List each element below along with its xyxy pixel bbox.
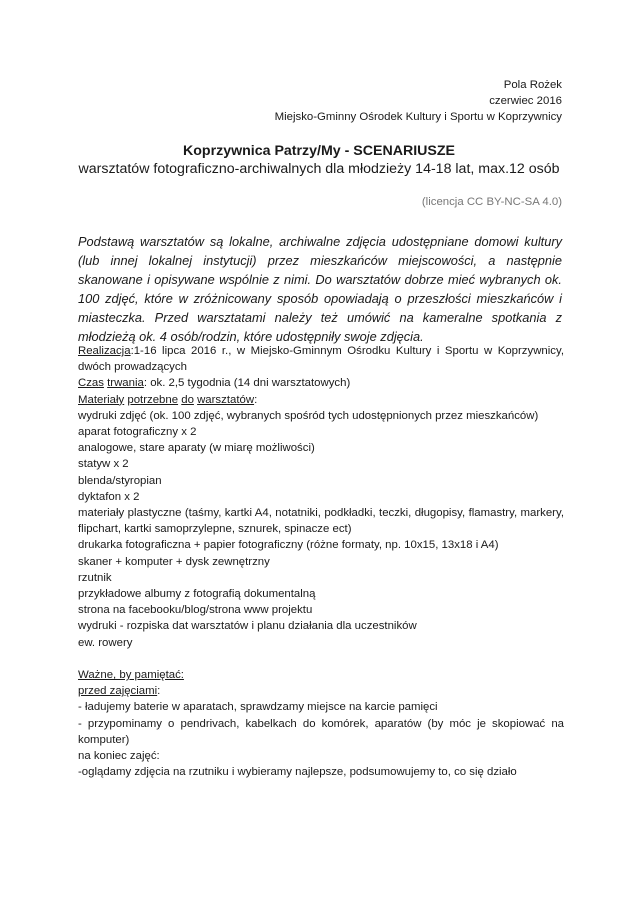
license-note: (licencja CC BY-NC-SA 4.0) (421, 196, 562, 208)
materials-item: ew. rowery (78, 636, 133, 649)
materials-item: wydruki - rozpiska dat warsztatów i planu działania dla uczestników (78, 620, 417, 633)
czas-label-1: Czas (78, 377, 104, 390)
institution-name: Miejsko-Gminny Ośrodek Kultury i Sportu w Koprzywnicy (274, 111, 562, 124)
realizacja-paragraph (78, 343, 564, 375)
materials-item: aparat fotograficzny x 2 (78, 426, 197, 439)
materials-item: skaner + komputer + dysk zewnętrzny (78, 555, 270, 568)
before-item: - przypominamy o pendrivach, kabelkach do komórek, aparatów (by móc je skopiować na komputer) (78, 717, 564, 746)
author-name: Pola Rożek (503, 79, 562, 91)
document-subtitle: warsztatów fotograficzno-archiwalnych dla młodzieży 14-18 lat, max.12 osób (78, 161, 560, 177)
materials-item: analogowe, stare aparaty (w miarę możliwości) (78, 442, 315, 455)
materials-item: dyktafon x 2 (78, 490, 140, 503)
materialy-label-2: potrzebne (127, 393, 179, 406)
materialy-label-4: warsztatów (197, 393, 255, 406)
before-classes-colon: : (157, 685, 161, 698)
materials-item: blenda/styropian (78, 474, 162, 487)
document-body (78, 343, 564, 780)
before-item: - ładujemy baterie w aparatach, sprawdzamy miejsce na karcie pamięci (78, 701, 438, 714)
materials-item: drukarka fotograficzna + papier fotograficzny (różne formaty, np. 10x15, 13x18 i A4) (78, 539, 499, 552)
document-date: czerwiec 2016 (489, 95, 562, 108)
end-item: -oglądamy zdjęcia na rzutniku i wybieramy najlepsze, podsumowujemy to, co się działo (78, 766, 517, 779)
materials-item: strona na facebooku/blog/strona www projektu (78, 604, 313, 617)
materials-item: statyw x 2 (78, 458, 129, 471)
materialy-colon: : (254, 393, 258, 406)
realizacja-label: Realizacja (78, 345, 131, 357)
document-title: Koprzywnica Patrzy/My - SCENARIUSZE (183, 143, 455, 159)
czas-label-2: trwania (107, 377, 144, 390)
materials-item: wydruki zdjęć (ok. 100 zdjęć, wybranych spośród tych udostępnionych przez mieszkańców) (78, 409, 539, 422)
document-header (275, 77, 562, 125)
materialy-heading (78, 392, 564, 408)
end-classes-label: na koniec zajęć: (78, 750, 160, 763)
materials-item: rzutnik (78, 571, 112, 584)
realizacja-text: :1-16 lipca 2016 r., w Miejsko-Gminnym Ośrodku Kultury i Sportu w Koprzywnicy, dwóch prowadzących (78, 345, 564, 374)
czas-paragraph (78, 375, 564, 391)
materialy-label-3: do (181, 393, 194, 406)
wazne-heading: Ważne, by pamiętać: (78, 669, 184, 682)
czas-text: : ok. 2,5 tygodnia (14 dni warsztatowych) (143, 377, 351, 390)
before-classes-label (78, 683, 564, 699)
materialy-label-1: Materiały (78, 393, 125, 406)
materials-item: materiały plastyczne (taśmy, kartki A4, notatniki, podkładki, teczki, długopisy, flamastry, markery, flipchart, kartki samoprzylepne, sznurek, spinacze ect) (78, 507, 564, 536)
before-classes-text: przed zajęciami (78, 685, 158, 698)
intro-paragraph: Podstawą warsztatów są lokalne, archiwalne zdjęcia udostępniane domowi kultury (lub innej lokalnej instytucji) przez mieszkańców miejscowości, a następnie skanowane i opisywane wspólnie z nimi. Do warsztatów dobrze mieć wybranych ok. 100 zdjęć, które w zróżnicowany sposób opowiadają o przeszłości mieszkańców i miasteczka. Przed warsztatami należy też umówić na kameralne spotkania z młodzieżą ok. 4 osób/rodzin, które udostępniły swoje zdjęcia. (78, 234, 562, 344)
materials-item: przykładowe albumy z fotografią dokumentalną (78, 588, 316, 601)
section-spacer (78, 651, 564, 667)
